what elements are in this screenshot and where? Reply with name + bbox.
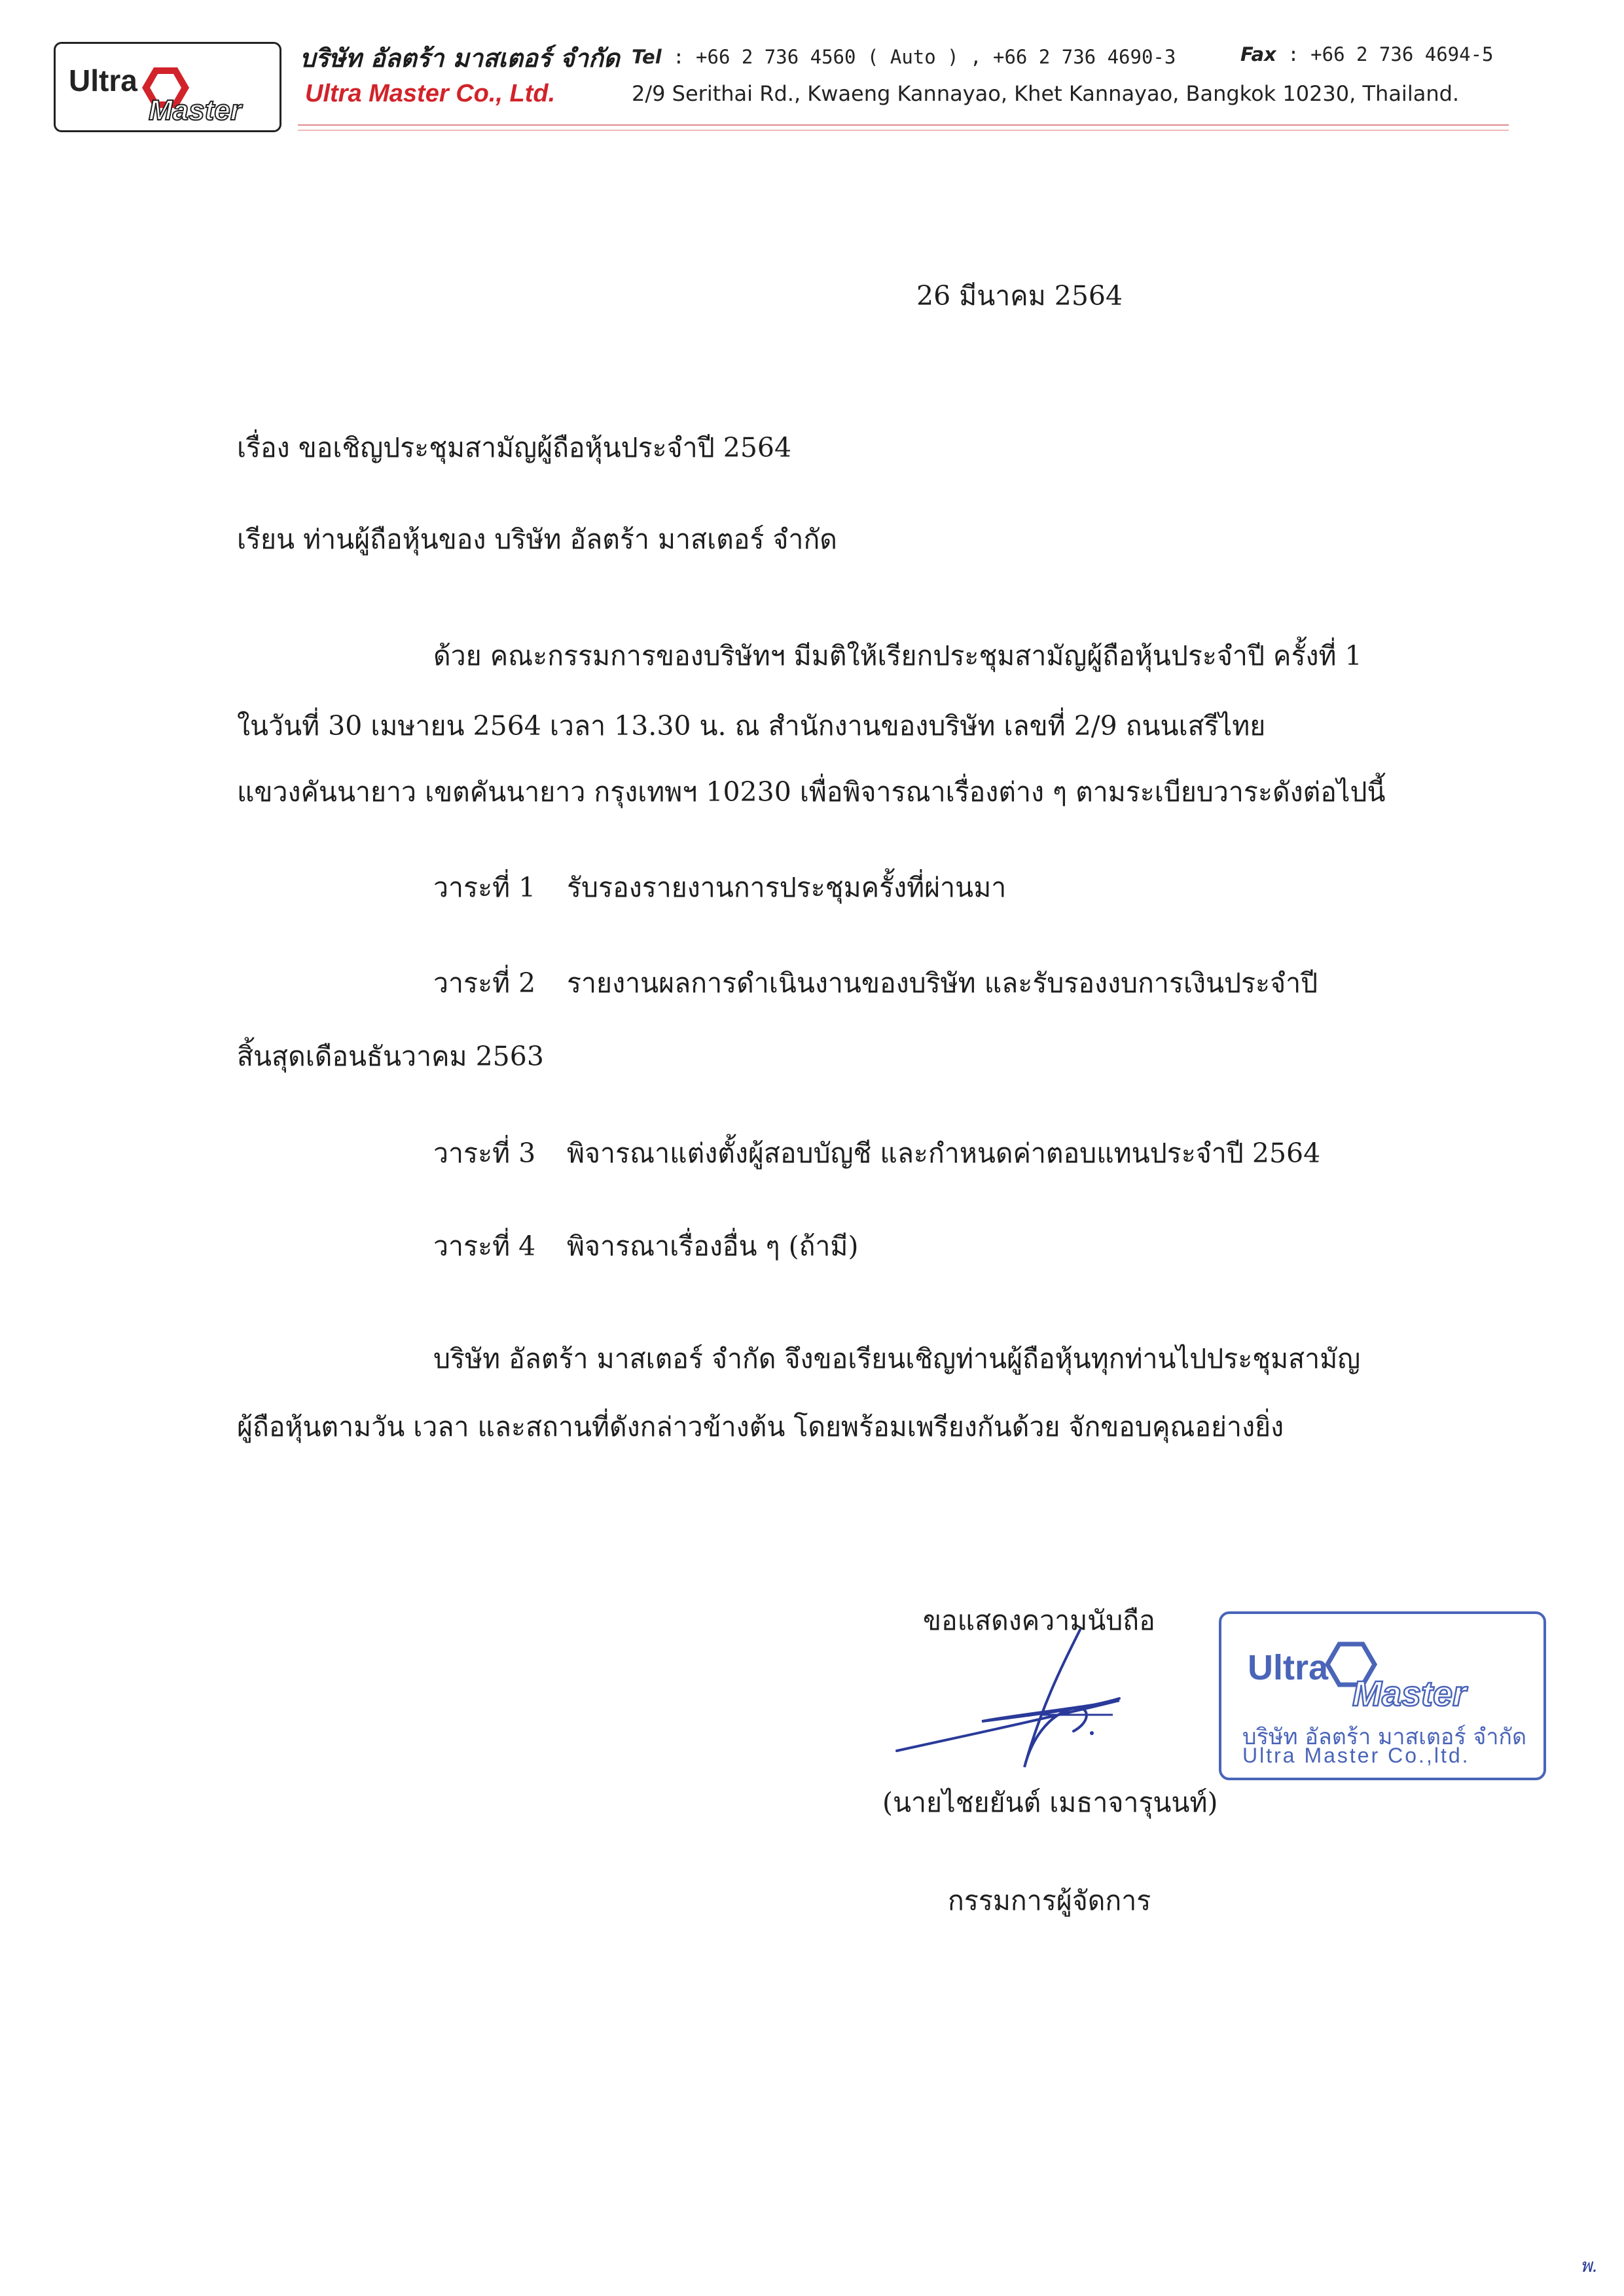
logo-graphic — [56, 44, 283, 134]
signer-title: กรรมการผู้จัดการ — [948, 1885, 1151, 1916]
company-name-english: Ultra Master Co., Ltd. — [305, 80, 556, 107]
closing-salutation: ขอแสดงความนับถือ — [923, 1605, 1155, 1636]
fax-label: Fax — [1240, 43, 1276, 65]
agenda-1-label: วาระที่ 1 — [433, 872, 536, 903]
tel-label: Tel — [632, 46, 662, 68]
fax — [1240, 43, 1494, 65]
page-initial-mark: พ. — [1580, 2255, 1598, 2276]
agenda-2-label: วาระที่ 2 — [433, 967, 536, 999]
agenda-2-text: รายงานผลการดำเนินงานของบริษัท และรับรองงบการเงินประจำปี — [567, 967, 1318, 999]
agenda-3-text: พิจารณาแต่งตั้งผู้สอบบัญชี และกำหนดค่าตอบแทนประจำปี 2564 — [567, 1138, 1321, 1169]
stamp-company-thai: บริษัท อัลตร้า มาสเตอร์ จำกัด — [1242, 1724, 1527, 1750]
signer-name: (นายไชยยันต์ เมธาจารุนนท์) — [882, 1787, 1218, 1818]
letter-date: 26 มีนาคม 2564 — [916, 280, 1123, 312]
paragraph-2-line-2: ผู้ถือหุ้นตามวัน เวลา และสถานที่ดังกล่าวข้างต้น โดยพร้อมเพรียงกันด้วย จักขอบคุณอย่างยิ่ง — [237, 1411, 1284, 1443]
company-name-thai: บริษัท อัลตร้า มาสเตอร์ จำกัด — [300, 44, 620, 73]
agenda-3-label: วาระที่ 3 — [433, 1138, 536, 1169]
paragraph-2-line-1: บริษัท อัลตร้า มาสเตอร์ จำกัด จึงขอเรียนเชิญท่านผู้ถือหุ้นทุกท่านไปประชุมสามัญ — [433, 1343, 1361, 1374]
stamp-company-english: Ultra Master Co.,ltd. — [1242, 1744, 1470, 1767]
letter-subject: เรื่อง ขอเชิญประชุมสามัญผู้ถือหุ้นประจำปี 2564 — [237, 432, 792, 463]
company-address: 2/9 Serithai Rd., Kwaeng Kannayao, Khet Kannayao, Bangkok 10230, Thailand. — [632, 81, 1460, 106]
paragraph-1-line-2: ในวันที่ 30 เมษายน 2564 เวลา 13.30 น. ณ สำนักงานของบริษัท เลขที่ 2/9 ถนนเสรีไทย — [237, 710, 1266, 742]
logo-word-master: Master — [149, 94, 242, 126]
stamp-word-master: Master — [1352, 1674, 1467, 1713]
letterhead-divider — [298, 124, 1509, 126]
fax-value: : +66 2 736 4694-5 — [1288, 43, 1494, 65]
company-logo — [54, 42, 281, 132]
logo-word-ultra: Ultra — [69, 63, 137, 98]
signature — [884, 1617, 1159, 1787]
stamp-logo — [1221, 1614, 1543, 1719]
paragraph-1-line-3: แขวงคันนายาว เขตคันนายาว กรุงเทพฯ 10230 เพื่อพิจารณาเรื่องต่าง ๆ ตามระเบียบวาระดังต่อไปนี้ — [237, 776, 1386, 808]
agenda-4-text: พิจารณาเรื่องอื่น ๆ (ถ้ามี) — [567, 1230, 859, 1262]
letterhead-divider-secondary — [298, 130, 1509, 131]
paragraph-1-line-1: ด้วย คณะกรรมการของบริษัทฯ มีมติให้เรียกประชุมสามัญผู้ถือหุ้นประจำปี ครั้งที่ 1 — [433, 640, 1362, 672]
stamp-word-ultra: Ultra — [1248, 1648, 1329, 1687]
agenda-4-label: วาระที่ 4 — [433, 1230, 536, 1262]
telephone — [632, 46, 1176, 68]
tel-value: : +66 2 736 4560 ( Auto ) , +66 2 736 4690-3 — [673, 46, 1176, 68]
agenda-1-text: รับรองรายงานการประชุมครั้งที่ผ่านมา — [567, 872, 1007, 903]
letter-recipient: เรียน ท่านผู้ถือหุ้นของ บริษัท อัลตร้า มาสเตอร์ จำกัด — [237, 524, 837, 555]
agenda-2-continuation: สิ้นสุดเดือนธันวาคม 2563 — [237, 1041, 544, 1072]
